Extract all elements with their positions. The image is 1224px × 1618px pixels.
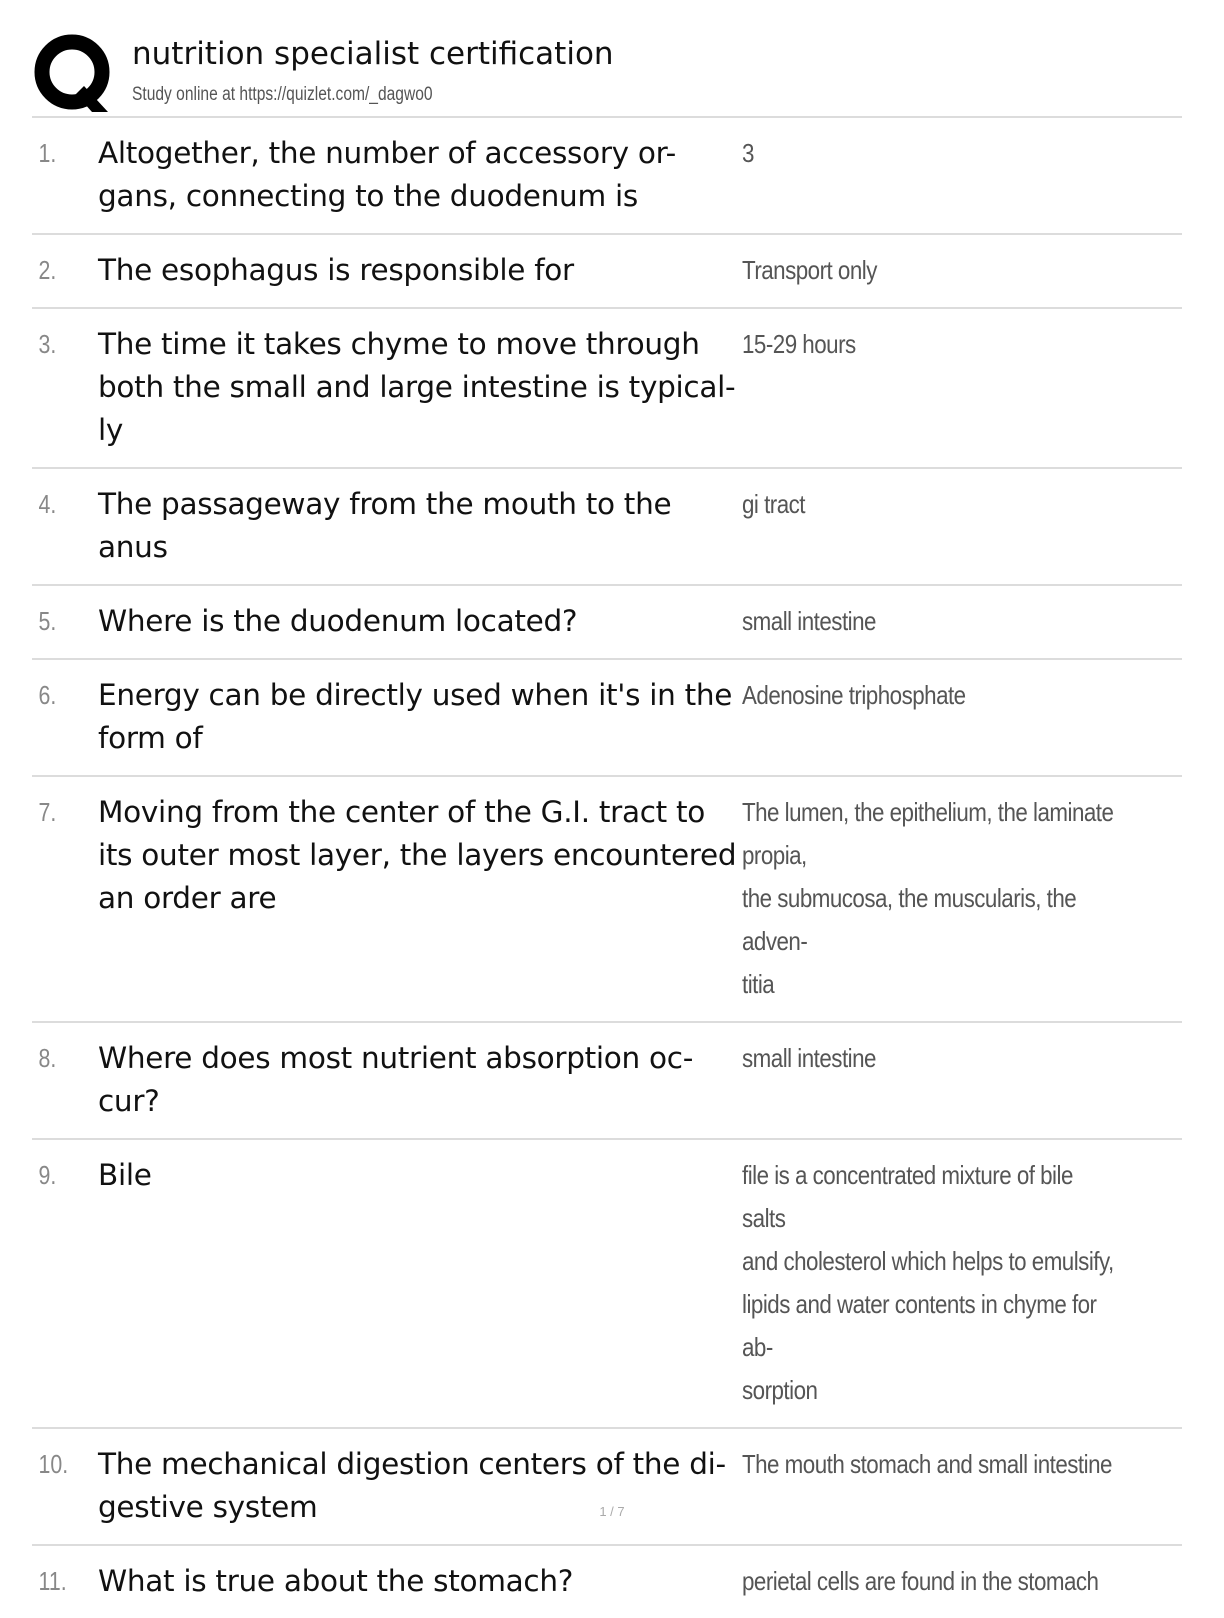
flashcard-row bbox=[32, 586, 1182, 660]
flashcard-row bbox=[32, 777, 1182, 1023]
header bbox=[32, 34, 1182, 116]
card-term: What is true about the stomach? bbox=[98, 1564, 574, 1598]
card-number: 11. bbox=[38, 1566, 67, 1596]
card-definition: Transport only bbox=[742, 255, 877, 285]
card-definition: Adenosine triphosphate bbox=[742, 680, 966, 710]
page-title: nutrition specialist certification bbox=[132, 36, 614, 72]
card-term: Energy can be directly used when it's in the form of bbox=[98, 678, 733, 755]
flashcard-row bbox=[32, 1023, 1182, 1140]
card-term: The mechanical digestion centers of the di- gestive system bbox=[98, 1447, 726, 1524]
card-definition: The mouth stomach and small intestine bbox=[742, 1449, 1112, 1479]
card-definition: gi tract bbox=[742, 489, 805, 519]
card-definition: 3 bbox=[742, 138, 754, 168]
card-number: 2. bbox=[38, 255, 57, 285]
card-definition: perietal cells are found in the stomach bbox=[742, 1566, 1099, 1596]
study-online-link[interactable]: Study online at https://quizlet.com/_dagwo0 bbox=[132, 84, 433, 105]
card-number: 7. bbox=[38, 797, 57, 827]
flashcard-list bbox=[32, 116, 1182, 1618]
card-definition: small intestine bbox=[742, 1043, 876, 1073]
card-term: The time it takes chyme to move through both the small and large intestine is typical- ly bbox=[98, 327, 736, 447]
flashcard-row bbox=[32, 1140, 1182, 1429]
card-number: 3. bbox=[38, 329, 57, 359]
card-number: 5. bbox=[38, 606, 57, 636]
card-term: Where does most nutrient absorption oc- cur? bbox=[98, 1041, 694, 1118]
flashcard-row bbox=[32, 235, 1182, 309]
card-number: 9. bbox=[38, 1160, 57, 1190]
flashcard-row bbox=[32, 1546, 1182, 1618]
flashcard-row bbox=[32, 1429, 1182, 1546]
quizlet-logo-icon bbox=[32, 34, 112, 114]
card-number: 1. bbox=[38, 138, 57, 168]
card-term: The esophagus is responsible for bbox=[98, 253, 574, 287]
page-number: 1 / 7 bbox=[599, 1504, 625, 1519]
flashcard-row bbox=[32, 469, 1182, 586]
card-number: 8. bbox=[38, 1043, 57, 1073]
card-number: 6. bbox=[38, 680, 57, 710]
card-term: Altogether, the number of accessory or- gans, connecting to the duodenum is bbox=[98, 136, 676, 213]
card-number: 10. bbox=[38, 1449, 69, 1479]
card-term: Where is the duodenum located? bbox=[98, 604, 578, 638]
card-term: Bile bbox=[98, 1158, 152, 1192]
card-definition: 15-29 hours bbox=[742, 329, 856, 359]
card-term: Moving from the center of the G.I. tract to its outer most layer, the layers encountered an order are bbox=[98, 795, 737, 915]
flashcard-row bbox=[32, 118, 1182, 235]
card-number: 4. bbox=[38, 489, 57, 519]
card-term: The passageway from the mouth to the anus bbox=[98, 487, 672, 564]
flashcard-row bbox=[32, 660, 1182, 777]
card-definition: file is a concentrated mixture of bile salts and cholesterol which helps to emulsify, lipids and water contents in chyme for ab- sorption bbox=[742, 1160, 1114, 1405]
card-definition: The lumen, the epithelium, the laminate propia, the submucosa, the muscularis, the adven- titia bbox=[742, 797, 1114, 999]
card-definition: small intestine bbox=[742, 606, 876, 636]
flashcard-row bbox=[32, 309, 1182, 469]
